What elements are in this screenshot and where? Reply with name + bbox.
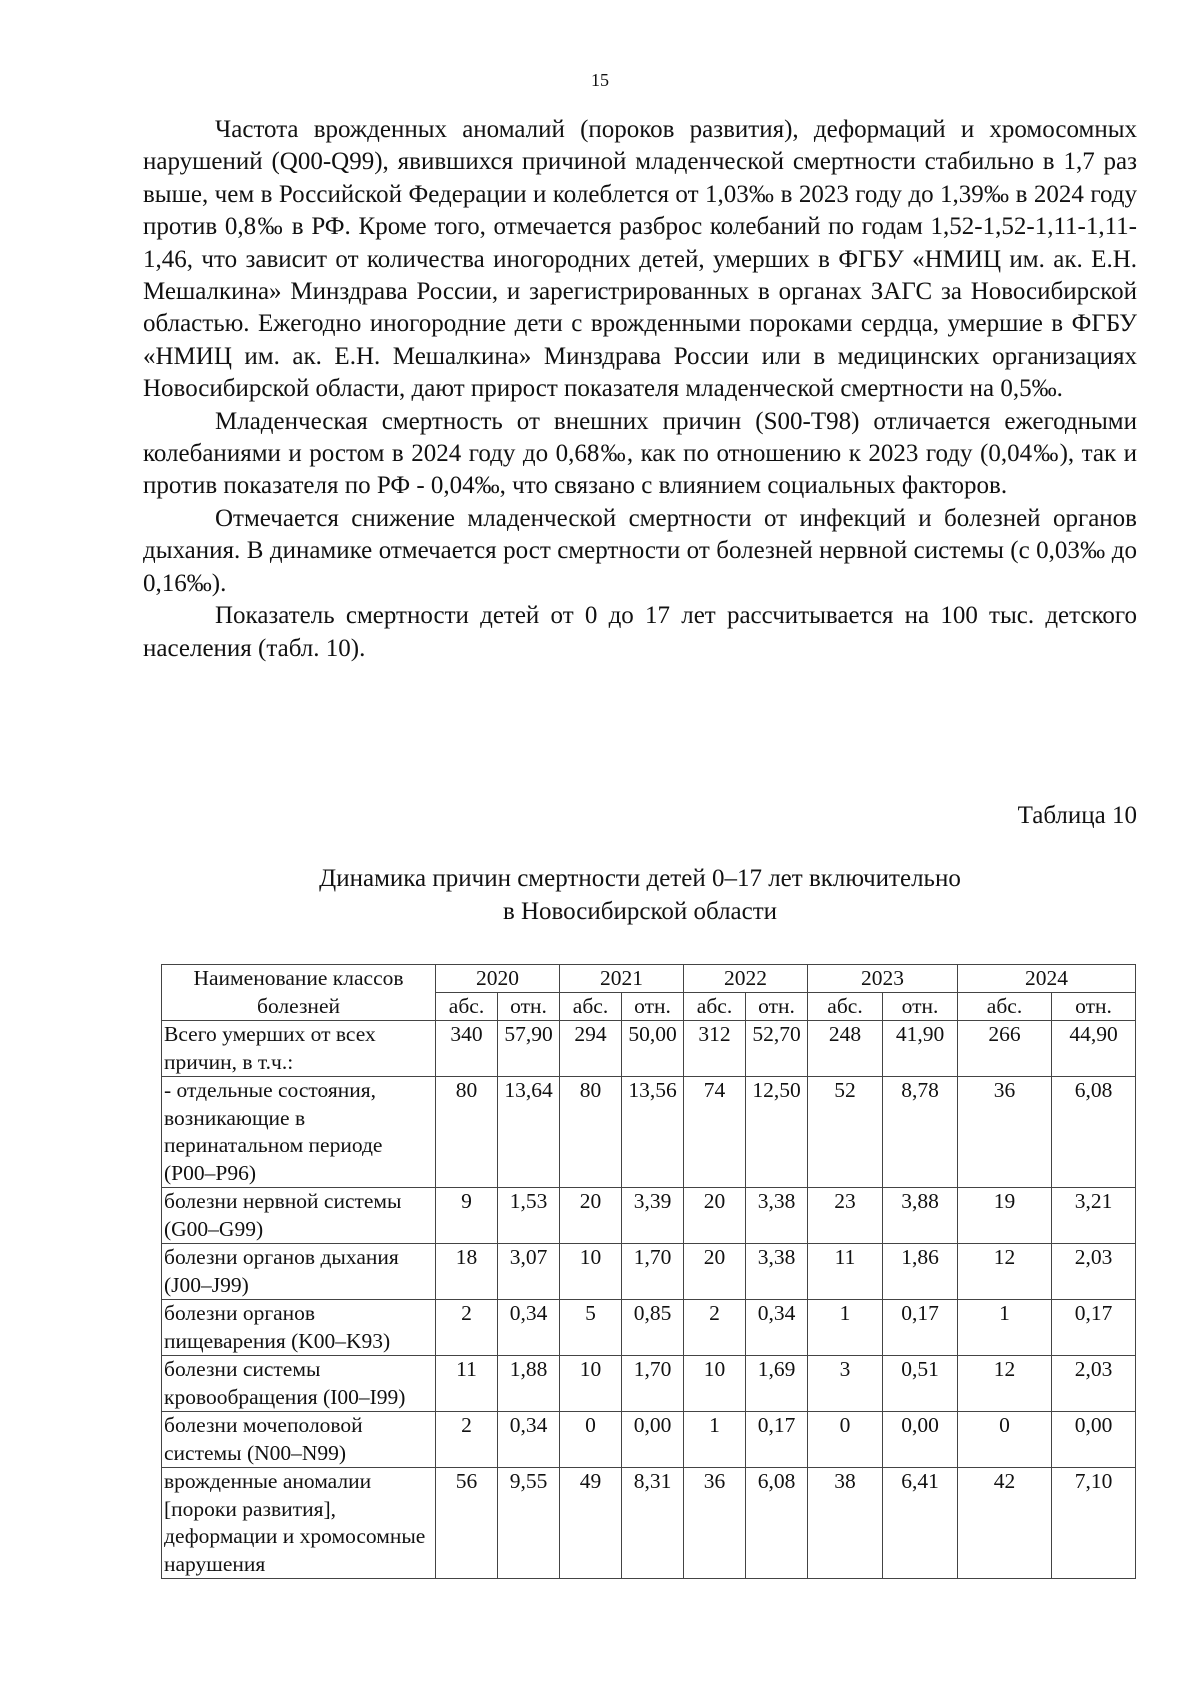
header-abs: абс. <box>808 993 883 1021</box>
page-number: 15 <box>591 70 609 90</box>
cell-value: 18 <box>436 1244 498 1300</box>
cell-value: 294 <box>560 1021 622 1077</box>
cell-value: 0,00 <box>1052 1412 1136 1468</box>
cell-value: 2 <box>436 1300 498 1356</box>
cell-value: 52,70 <box>746 1021 808 1077</box>
cell-value: 20 <box>560 1188 622 1244</box>
cell-value: 56 <box>436 1468 498 1579</box>
cell-value: 1,69 <box>746 1356 808 1412</box>
cell-value: 0 <box>808 1412 883 1468</box>
cell-value: 0,17 <box>1052 1300 1136 1356</box>
cell-value: 3,38 <box>746 1244 808 1300</box>
header-rel: отн. <box>746 993 808 1021</box>
cell-value: 3 <box>808 1356 883 1412</box>
table-row <box>162 1188 1136 1244</box>
table-title-line-1: Динамика причин смертности детей 0–17 лет включительно <box>319 865 961 892</box>
header-disease-class: Наименование классов <box>162 965 436 993</box>
row-name: болезни органов дыхания (J00–J99) <box>162 1244 436 1300</box>
cell-value: 0,17 <box>746 1412 808 1468</box>
header-abs: абс. <box>436 993 498 1021</box>
row-name: болезни системы кровообращения (I00–I99) <box>162 1356 436 1412</box>
header-rel: отн. <box>1052 993 1136 1021</box>
cell-value: 0,34 <box>498 1412 560 1468</box>
cell-value: 0 <box>560 1412 622 1468</box>
header-year: 2023 <box>808 965 958 993</box>
table-row <box>162 1244 1136 1300</box>
header-year: 2022 <box>684 965 808 993</box>
cell-value: 11 <box>436 1356 498 1412</box>
cell-value: 23 <box>808 1188 883 1244</box>
header-row-years <box>162 965 1136 993</box>
cell-value: 1 <box>808 1300 883 1356</box>
cell-value: 10 <box>684 1356 746 1412</box>
paragraph-external-causes: Младенческая смертность от внешних причин (S00-T98) отличается ежегодными колебаниями и ростом в 2024 году до 0,68‰, как по отношению к 2023 году (0,04‰), так и против показателя по РФ - 0,04‰, что связано с влиянием социальных факторов. <box>143 407 1137 500</box>
cell-value: 41,90 <box>883 1021 958 1077</box>
body-text <box>143 114 1137 665</box>
cell-value: 52 <box>808 1077 883 1188</box>
cell-value: 36 <box>684 1468 746 1579</box>
table-row <box>162 1468 1136 1579</box>
cell-value: 8,78 <box>883 1077 958 1188</box>
cell-value: 340 <box>436 1021 498 1077</box>
table-row <box>162 1077 1136 1188</box>
row-name: - отдельные состояния, возникающие в перинатальном периоде (P00–P96) <box>162 1077 436 1188</box>
cell-value: 0,34 <box>746 1300 808 1356</box>
cell-value: 0,51 <box>883 1356 958 1412</box>
cell-value: 20 <box>684 1188 746 1244</box>
cell-value: 19 <box>958 1188 1052 1244</box>
row-name: врожденные аномалии [пороки развития], деформации и хромосомные нарушения <box>162 1468 436 1579</box>
cell-value: 1 <box>958 1300 1052 1356</box>
cell-value: 20 <box>684 1244 746 1300</box>
header-disease-class-cont: болезней <box>162 993 436 1021</box>
header-year: 2020 <box>436 965 560 993</box>
cell-value: 38 <box>808 1468 883 1579</box>
cell-value: 6,08 <box>1052 1077 1136 1188</box>
row-name: болезни нервной системы (G00–G99) <box>162 1188 436 1244</box>
cell-value: 44,90 <box>1052 1021 1136 1077</box>
cell-value: 1,86 <box>883 1244 958 1300</box>
table-label: Таблица 10 <box>1017 802 1137 829</box>
table-row <box>162 1021 1136 1077</box>
cell-value: 6,41 <box>883 1468 958 1579</box>
cell-value: 2 <box>684 1300 746 1356</box>
cell-value: 12 <box>958 1356 1052 1412</box>
cell-value: 3,38 <box>746 1188 808 1244</box>
cell-value: 1,70 <box>622 1356 684 1412</box>
cell-value: 2 <box>436 1412 498 1468</box>
cell-value: 13,64 <box>498 1077 560 1188</box>
cell-value: 2,03 <box>1052 1356 1136 1412</box>
header-row-units <box>162 993 1136 1021</box>
cell-value: 80 <box>560 1077 622 1188</box>
header-abs: абс. <box>560 993 622 1021</box>
table-row <box>162 1356 1136 1412</box>
table-title-line-2: в Новосибирской области <box>502 898 778 925</box>
cell-value: 8,31 <box>622 1468 684 1579</box>
header-rel: отн. <box>883 993 958 1021</box>
cell-value: 312 <box>684 1021 746 1077</box>
cell-value: 9 <box>436 1188 498 1244</box>
cell-value: 0 <box>958 1412 1052 1468</box>
table-title <box>143 862 1137 928</box>
mortality-causes-table <box>161 964 1136 1579</box>
cell-value: 10 <box>560 1244 622 1300</box>
cell-value: 57,90 <box>498 1021 560 1077</box>
cell-value: 1,53 <box>498 1188 560 1244</box>
cell-value: 80 <box>436 1077 498 1188</box>
cell-value: 0,00 <box>622 1412 684 1468</box>
cell-value: 3,07 <box>498 1244 560 1300</box>
header-abs: абс. <box>958 993 1052 1021</box>
header-rel: отн. <box>498 993 560 1021</box>
cell-value: 6,08 <box>746 1468 808 1579</box>
table-row <box>162 1300 1136 1356</box>
cell-value: 49 <box>560 1468 622 1579</box>
cell-value: 74 <box>684 1077 746 1188</box>
cell-value: 0,17 <box>883 1300 958 1356</box>
row-name: Всего умерших от всех причин, в т.ч.: <box>162 1021 436 1077</box>
cell-value: 0,85 <box>622 1300 684 1356</box>
row-name: болезни органов пищеварения (K00–K93) <box>162 1300 436 1356</box>
cell-value: 248 <box>808 1021 883 1077</box>
cell-value: 5 <box>560 1300 622 1356</box>
cell-value: 12 <box>958 1244 1052 1300</box>
cell-value: 50,00 <box>622 1021 684 1077</box>
paragraph-congenital-anomalies: Частота врожденных аномалий (пороков развития), деформаций и хромосомных нарушений (Q00-Q99), явившихся причиной младенческой смертности стабильно в 1,7 раз выше, чем в Российской Федерации и колеблется от 1,03‰ в 2023 году до 1,39‰ в 2024 году против 0,8‰ в РФ. Кроме того, отмечается разброс колебаний по годам 1,52-1,52-1,11-1,11-1,46, что зависит от количества иногородних детей, умерших в ФГБУ «НМИЦ им. ак. Е.Н. Мешалкина» Минздрава России, и зарегистрированных в органах ЗАГС за Новосибирской областью. Ежегодно иногородние дети с врожденными пороками сердца, умершие в ФГБУ «НМИЦ им. ак. Е.Н. Мешалкина» Минздрава России или в медицинских организациях Новосибирской области, дают прирост показателя младенческой смертности на 0,5‰. <box>143 116 1137 403</box>
cell-value: 11 <box>808 1244 883 1300</box>
cell-value: 1,88 <box>498 1356 560 1412</box>
cell-value: 42 <box>958 1468 1052 1579</box>
header-year: 2024 <box>958 965 1136 993</box>
cell-value: 10 <box>560 1356 622 1412</box>
row-name: болезни мочеполовой системы (N00–N99) <box>162 1412 436 1468</box>
cell-value: 266 <box>958 1021 1052 1077</box>
cell-value: 2,03 <box>1052 1244 1136 1300</box>
header-rel: отн. <box>622 993 684 1021</box>
cell-value: 3,21 <box>1052 1188 1136 1244</box>
cell-value: 1,70 <box>622 1244 684 1300</box>
cell-value: 7,10 <box>1052 1468 1136 1579</box>
cell-value: 1 <box>684 1412 746 1468</box>
paragraph-child-mortality-rate: Показатель смертности детей от 0 до 17 лет рассчитывается на 100 тыс. детского населения (табл. 10). <box>143 602 1137 662</box>
cell-value: 9,55 <box>498 1468 560 1579</box>
header-abs: абс. <box>684 993 746 1021</box>
cell-value: 3,39 <box>622 1188 684 1244</box>
cell-value: 0,00 <box>883 1412 958 1468</box>
cell-value: 3,88 <box>883 1188 958 1244</box>
cell-value: 12,50 <box>746 1077 808 1188</box>
header-year: 2021 <box>560 965 684 993</box>
cell-value: 13,56 <box>622 1077 684 1188</box>
cell-value: 36 <box>958 1077 1052 1188</box>
table-row <box>162 1412 1136 1468</box>
cell-value: 0,34 <box>498 1300 560 1356</box>
paragraph-infections-respiratory: Отмечается снижение младенческой смертности от инфекций и болезней органов дыхания. В динамике отмечается рост смертности от болезней нервной системы (с 0,03‰ до 0,16‰). <box>143 504 1137 597</box>
